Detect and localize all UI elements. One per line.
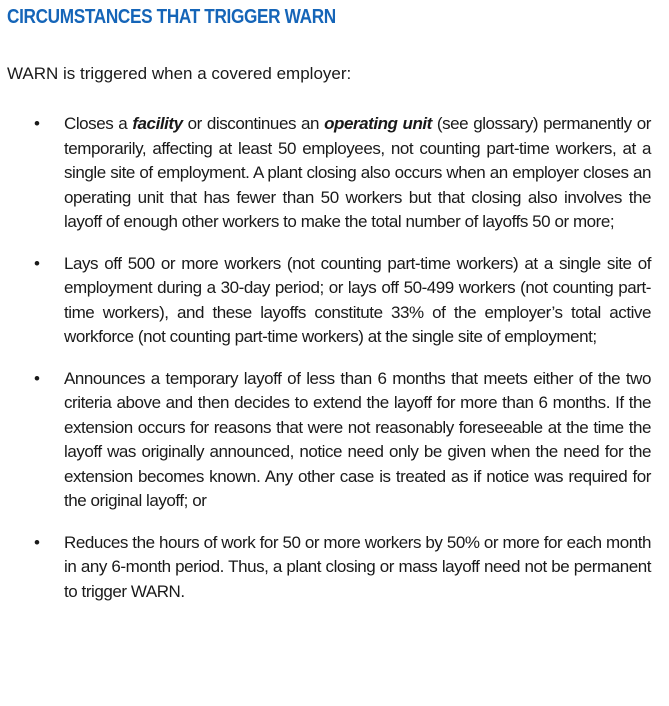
- trigger-list: [0, 112, 669, 621]
- bullet-icon: •: [34, 532, 40, 552]
- section-heading: CIRCUMSTANCES THAT TRIGGER WARN: [7, 6, 336, 28]
- list-item: [0, 252, 651, 350]
- glossary-term-operating-unit: operating unit: [324, 114, 432, 133]
- intro-paragraph: WARN is triggered when a covered employer:: [7, 64, 352, 83]
- list-item-text: Reduces the hours of work for 50 or more workers by 50% or more for each month in any 6-month period. Thus, a plant closing or mass layoff need not be permanent to trigger WARN.: [64, 532, 651, 601]
- bullet-icon: •: [34, 368, 40, 388]
- list-item: [0, 367, 651, 514]
- list-item-text: Lays off 500 or more workers (not counting part-time workers) at a single site of employment during a 30-day period; or lays off 50-499 workers (not counting part-time workers), and these layoffs constitute 33% of the employer’s total active workforce (not counting part-time workers) at the single site of employment;: [64, 253, 651, 346]
- glossary-term-facility: facility: [132, 114, 183, 133]
- bullet-icon: •: [34, 253, 40, 273]
- list-item: [0, 531, 651, 605]
- item-text-part: Closes a: [64, 114, 133, 133]
- item-text-part: (see glossary) permanently or temporarily, affecting at least 50 employees, not counting part-time workers, at a single site of employment. A plant closing also occurs when an employer closes an operating unit that has fewer than 50 workers but that closing also involves the layoff of enough other workers to make the total number of layoffs 50 or more;: [64, 114, 651, 231]
- item-text-part: or discontinues an: [182, 114, 325, 133]
- list-item-text: [64, 112, 651, 235]
- bullet-icon: •: [34, 114, 40, 133]
- list-item-text: Announces a temporary layoff of less than 6 months that meets either of the two criteria above and then decides to extend the layoff for more than 6 months. If the extension occurs for reasons that were not reasonably foreseeable at the time the layoff was originally announced, notice need only be given when the need for the extension becomes known. Any other case is treated as if notice was required for the original layoff; or: [64, 368, 651, 510]
- list-item: [0, 112, 651, 235]
